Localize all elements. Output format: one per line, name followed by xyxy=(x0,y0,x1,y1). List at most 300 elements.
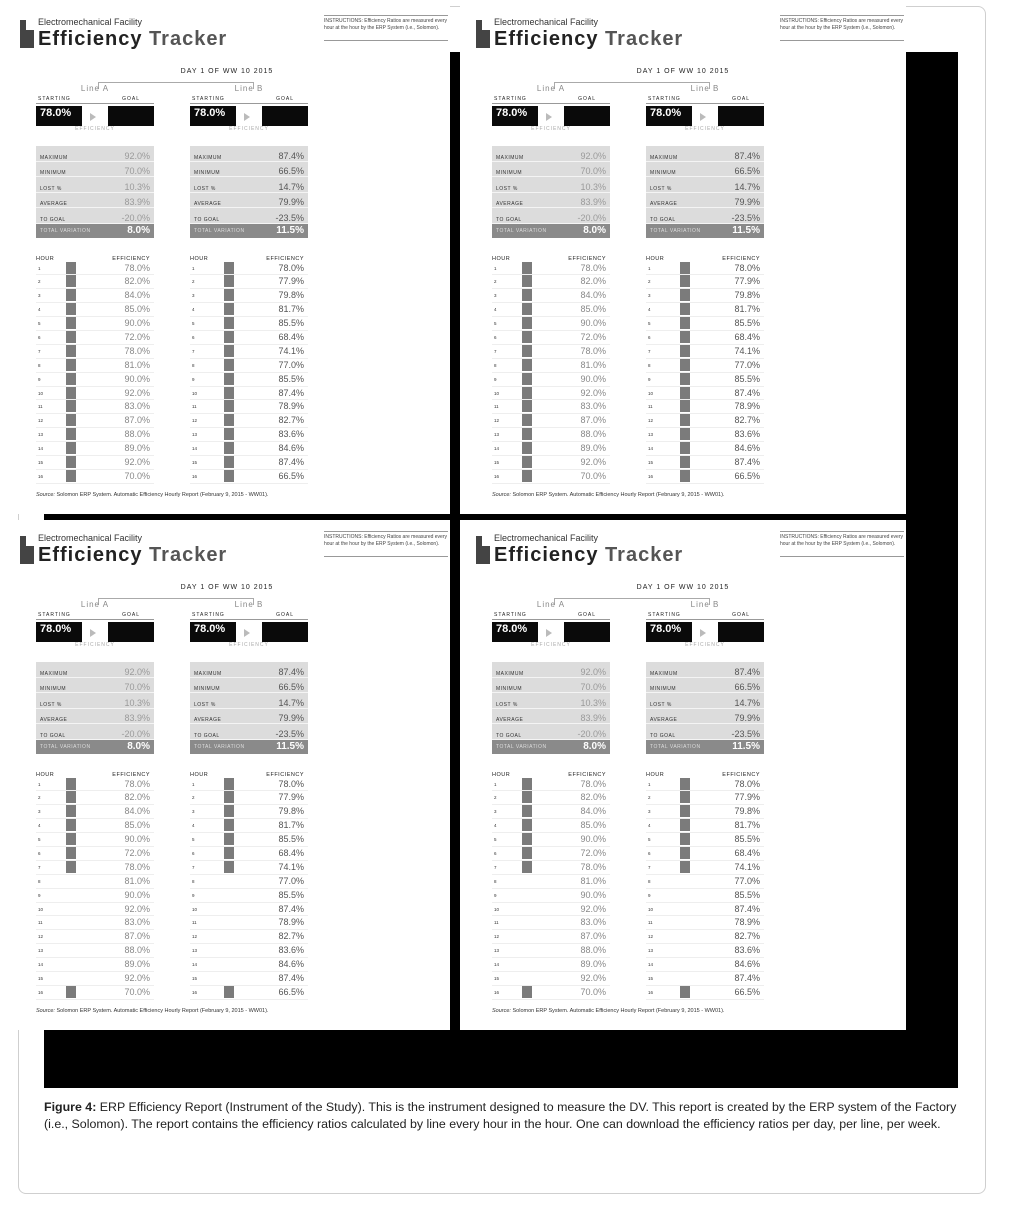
hour-bar xyxy=(522,359,532,371)
goal-value xyxy=(108,622,154,642)
hour-row xyxy=(36,986,154,1000)
tracker-logo-icon xyxy=(20,532,34,564)
line-label: Line A xyxy=(536,600,566,609)
efficiency-caption: EFFICIENCY xyxy=(531,642,571,648)
hourly-list xyxy=(190,778,308,1000)
starting-value: 78.0% xyxy=(190,106,236,126)
hourly-header: HOUR EFFICIENCY xyxy=(646,255,760,262)
hour-number: 3 xyxy=(648,809,651,815)
line-label: Line B xyxy=(234,84,264,93)
hour-row xyxy=(190,958,308,972)
hour-value: 85.0% xyxy=(124,304,150,315)
stat-label: TO GOAL xyxy=(650,732,676,739)
hour-value: 85.5% xyxy=(278,318,304,329)
stat-row xyxy=(492,146,610,162)
hour-value: 83.0% xyxy=(580,917,606,928)
hour-number: 9 xyxy=(648,376,651,382)
stat-row xyxy=(492,208,610,224)
hour-value: 87.4% xyxy=(734,387,760,398)
hour-value: 85.5% xyxy=(278,373,304,384)
hour-row xyxy=(190,414,308,428)
hour-value: 90.0% xyxy=(124,318,150,329)
hour-bar xyxy=(680,778,690,790)
hour-value: 87.0% xyxy=(124,931,150,942)
hour-number: 16 xyxy=(494,989,500,995)
hour-value: 78.9% xyxy=(278,917,304,928)
hour-row xyxy=(190,442,308,456)
goal-value xyxy=(718,106,764,126)
hour-number: 6 xyxy=(648,334,651,340)
hour-number: 11 xyxy=(494,920,499,926)
starting-value: 78.0% xyxy=(646,622,692,642)
hour-number: 13 xyxy=(648,432,654,438)
hour-number: 1 xyxy=(648,265,651,271)
starting-goal-header: STARTING GOAL xyxy=(646,96,764,104)
stat-row xyxy=(646,678,764,694)
day-label: DAY 1 OF WW 10 2015 xyxy=(180,68,274,75)
stat-row xyxy=(646,208,764,224)
hour-bar xyxy=(224,373,234,385)
stat-row xyxy=(36,208,154,224)
hour-number: 8 xyxy=(192,878,195,884)
hour-number: 6 xyxy=(192,850,195,856)
hour-bar xyxy=(66,442,76,454)
stat-label: LOST % xyxy=(40,185,62,192)
hour-number: 16 xyxy=(494,473,500,479)
total-variation-row xyxy=(36,224,154,238)
stat-value: 14.7% xyxy=(278,697,304,708)
hour-row xyxy=(190,972,308,986)
hour-bar xyxy=(680,833,690,845)
goal-value xyxy=(108,106,154,126)
hour-bar xyxy=(224,275,234,287)
hour-row xyxy=(492,359,610,373)
stat-value: 83.9% xyxy=(580,197,606,207)
hour-number: 13 xyxy=(648,948,654,954)
stats-table xyxy=(190,662,308,754)
hour-row xyxy=(492,414,610,428)
hour-bar xyxy=(522,778,532,790)
stat-row xyxy=(36,693,154,709)
hour-number: 9 xyxy=(494,376,497,382)
hour-number: 3 xyxy=(38,293,41,299)
hour-value: 88.0% xyxy=(580,429,606,440)
total-variation-label: TOTAL VARIATION xyxy=(650,227,701,234)
hour-bar xyxy=(66,373,76,385)
stat-row xyxy=(190,662,308,678)
hourly-list xyxy=(646,778,764,1000)
stat-value: -20.0% xyxy=(121,212,150,223)
total-variation-value: 8.0% xyxy=(583,741,606,752)
stat-label: MAXIMUM xyxy=(194,154,222,161)
hour-bar xyxy=(522,861,532,873)
hour-value: 77.9% xyxy=(278,792,304,803)
hour-number: 4 xyxy=(38,307,41,313)
line-label: Line B xyxy=(690,600,720,609)
hour-row xyxy=(190,359,308,373)
stat-row xyxy=(646,162,764,178)
hour-bar xyxy=(522,373,532,385)
hour-value: 88.0% xyxy=(580,945,606,956)
stat-label: TO GOAL xyxy=(194,216,220,223)
hour-bar xyxy=(680,791,690,803)
hour-row xyxy=(36,400,154,414)
hour-bar xyxy=(66,331,76,343)
hour-value: 77.9% xyxy=(734,792,760,803)
hour-row xyxy=(36,805,154,819)
stat-value: 14.7% xyxy=(734,697,760,708)
hour-row xyxy=(190,805,308,819)
starting-goal-header: STARTING GOAL xyxy=(492,96,610,104)
hour-value: 81.0% xyxy=(580,875,606,886)
hour-bar xyxy=(522,400,532,412)
hour-bar xyxy=(522,289,532,301)
hour-number: 4 xyxy=(648,307,651,313)
stat-value: 92.0% xyxy=(580,150,606,161)
hour-row xyxy=(36,456,154,470)
hour-bar xyxy=(522,456,532,468)
hour-number: 8 xyxy=(38,362,41,368)
hour-row xyxy=(492,428,610,442)
stat-label: AVERAGE xyxy=(194,201,222,207)
starting-goal-header: STARTING GOAL xyxy=(492,612,610,620)
hour-row xyxy=(492,303,610,317)
stat-value: 70.0% xyxy=(580,682,606,692)
hour-bar xyxy=(224,331,234,343)
hour-value: 83.6% xyxy=(734,945,760,956)
hour-row xyxy=(36,275,154,289)
hour-row xyxy=(492,972,610,986)
hour-value: 78.0% xyxy=(734,262,760,273)
hour-row xyxy=(36,791,154,805)
hour-row xyxy=(492,903,610,917)
hour-number: 16 xyxy=(192,473,198,479)
hour-value: 85.5% xyxy=(734,834,760,845)
hour-number: 14 xyxy=(648,962,654,968)
starting-goal-boxes xyxy=(492,622,610,646)
starting-goal-header: STARTING GOAL xyxy=(646,612,764,620)
hour-number: 13 xyxy=(192,948,198,954)
hour-number: 13 xyxy=(494,948,500,954)
hourly-list xyxy=(36,262,154,484)
hour-number: 14 xyxy=(648,446,654,452)
stat-label: AVERAGE xyxy=(496,717,524,723)
stat-row xyxy=(646,193,764,209)
hour-value: 85.0% xyxy=(124,820,150,831)
stat-row xyxy=(190,193,308,209)
hourly-header: HOUR EFFICIENCY xyxy=(492,255,606,262)
hour-value: 74.1% xyxy=(734,345,760,356)
hour-row xyxy=(646,470,764,484)
hour-number: 11 xyxy=(38,404,43,410)
hour-number: 5 xyxy=(192,837,195,843)
stat-value: -23.5% xyxy=(731,212,760,223)
stat-value: 70.0% xyxy=(124,682,150,692)
hourly-list xyxy=(492,778,610,1000)
stat-row xyxy=(646,662,764,678)
hour-number: 1 xyxy=(38,265,41,271)
hour-value: 87.0% xyxy=(580,931,606,942)
hour-row xyxy=(36,345,154,359)
hour-row xyxy=(646,903,764,917)
hour-number: 11 xyxy=(494,404,499,410)
hour-value: 92.0% xyxy=(124,972,150,983)
hour-value: 79.8% xyxy=(734,806,760,817)
hour-number: 4 xyxy=(192,307,195,313)
hourly-header: HOUR EFFICIENCY xyxy=(190,255,304,262)
hour-bar xyxy=(66,986,76,998)
hour-number: 3 xyxy=(648,293,651,299)
hour-bar xyxy=(522,847,532,859)
hour-number: 4 xyxy=(648,823,651,829)
hour-number: 12 xyxy=(494,934,500,940)
stats-table xyxy=(190,146,308,238)
hour-bar xyxy=(680,303,690,315)
hour-number: 11 xyxy=(192,920,197,926)
hour-row xyxy=(36,331,154,345)
line-b-column xyxy=(646,84,764,484)
hour-value: 85.5% xyxy=(278,834,304,845)
hour-row xyxy=(492,930,610,944)
starting-goal-header: STARTING GOAL xyxy=(36,612,154,620)
hour-value: 83.6% xyxy=(734,429,760,440)
hour-row xyxy=(646,387,764,401)
hour-bar xyxy=(522,262,532,274)
source-note: Source: Solomon ERP System. Automatic Efficiency Hourly Report (February 9, 2015 - WW01). xyxy=(36,1008,269,1014)
arrow-right-icon xyxy=(244,629,250,637)
day-label: DAY 1 OF WW 10 2015 xyxy=(636,68,730,75)
hour-number: 4 xyxy=(494,307,497,313)
hour-row xyxy=(646,331,764,345)
stat-value: 87.4% xyxy=(734,666,760,677)
hour-value: 81.7% xyxy=(278,304,304,315)
hour-row xyxy=(492,791,610,805)
hour-value: 81.7% xyxy=(734,820,760,831)
stat-row xyxy=(190,709,308,725)
hour-row xyxy=(190,373,308,387)
hour-value: 87.4% xyxy=(278,903,304,914)
hour-row xyxy=(190,847,308,861)
facility-name: Electromechanical Facility xyxy=(38,17,143,27)
hour-row xyxy=(190,262,308,276)
starting-value: 78.0% xyxy=(190,622,236,642)
hour-number: 12 xyxy=(38,934,44,940)
hour-number: 13 xyxy=(192,432,198,438)
hour-number: 14 xyxy=(38,446,44,452)
hour-number: 11 xyxy=(38,920,43,926)
hour-bar xyxy=(680,331,690,343)
hour-bar xyxy=(66,819,76,831)
hour-number: 8 xyxy=(494,878,497,884)
hour-row xyxy=(190,456,308,470)
hour-bar xyxy=(224,442,234,454)
hour-bar xyxy=(224,833,234,845)
hourly-list xyxy=(646,262,764,484)
hour-value: 78.0% xyxy=(278,262,304,273)
stat-label: LOST % xyxy=(40,701,62,708)
hour-value: 92.0% xyxy=(124,903,150,914)
hour-bar xyxy=(66,805,76,817)
stat-label: MINIMUM xyxy=(496,170,522,176)
hour-value: 78.0% xyxy=(580,861,606,872)
hour-value: 85.5% xyxy=(734,318,760,329)
hour-number: 10 xyxy=(494,390,500,396)
hour-number: 3 xyxy=(192,809,195,815)
hour-value: 78.0% xyxy=(124,778,150,789)
hour-bar xyxy=(224,791,234,803)
hour-row xyxy=(492,289,610,303)
hour-number: 7 xyxy=(648,348,651,354)
hour-bar xyxy=(66,861,76,873)
stat-row xyxy=(36,193,154,209)
stat-label: TO GOAL xyxy=(650,216,676,223)
hour-bar xyxy=(66,428,76,440)
hour-value: 77.0% xyxy=(278,875,304,886)
hour-bar xyxy=(66,359,76,371)
hour-value: 74.1% xyxy=(278,345,304,356)
stat-value: 79.9% xyxy=(278,197,304,207)
hour-value: 89.0% xyxy=(580,959,606,970)
hour-number: 3 xyxy=(38,809,41,815)
total-variation-value: 11.5% xyxy=(276,225,304,236)
hour-row xyxy=(36,889,154,903)
hour-number: 5 xyxy=(38,321,41,327)
hour-value: 68.4% xyxy=(278,331,304,342)
stat-value: 79.9% xyxy=(278,713,304,723)
hour-row xyxy=(36,930,154,944)
total-variation-value: 11.5% xyxy=(276,741,304,752)
hour-number: 11 xyxy=(648,404,653,410)
stat-label: AVERAGE xyxy=(40,201,68,207)
hour-bar xyxy=(680,442,690,454)
stat-row xyxy=(646,724,764,740)
hour-bar xyxy=(66,317,76,329)
stat-label: AVERAGE xyxy=(496,201,524,207)
hour-value: 68.4% xyxy=(734,847,760,858)
hour-bar xyxy=(66,400,76,412)
hour-value: 88.0% xyxy=(124,945,150,956)
stat-value: 66.5% xyxy=(734,166,760,176)
hour-value: 78.0% xyxy=(734,778,760,789)
hour-value: 77.9% xyxy=(734,276,760,287)
stat-label: TO GOAL xyxy=(194,732,220,739)
efficiency-caption: EFFICIENCY xyxy=(75,126,115,132)
hour-bar xyxy=(66,387,76,399)
stat-label: MAXIMUM xyxy=(496,154,524,161)
hour-value: 85.0% xyxy=(580,820,606,831)
hour-value: 70.0% xyxy=(580,986,606,997)
stat-row xyxy=(36,678,154,694)
hour-bar xyxy=(224,414,234,426)
hour-row xyxy=(190,986,308,1000)
hour-row xyxy=(646,442,764,456)
hour-bar xyxy=(66,470,76,482)
hour-row xyxy=(190,833,308,847)
stat-row xyxy=(492,193,610,209)
hour-row xyxy=(492,317,610,331)
hour-bar xyxy=(66,345,76,357)
hour-number: 2 xyxy=(494,279,497,285)
hour-number: 6 xyxy=(648,850,651,856)
hour-number: 1 xyxy=(648,781,651,787)
hour-row xyxy=(36,916,154,930)
line-b-column xyxy=(190,600,308,1000)
stat-label: MAXIMUM xyxy=(496,670,524,677)
stat-label: MINIMUM xyxy=(40,170,66,176)
hour-row xyxy=(492,861,610,875)
hour-value: 92.0% xyxy=(124,456,150,467)
hour-value: 84.6% xyxy=(278,443,304,454)
hourly-header: HOUR EFFICIENCY xyxy=(646,771,760,778)
facility-name: Electromechanical Facility xyxy=(494,533,599,543)
hour-row xyxy=(36,414,154,428)
hour-row xyxy=(190,470,308,484)
hour-number: 15 xyxy=(648,459,654,465)
efficiency-caption: EFFICIENCY xyxy=(685,642,725,648)
hour-row xyxy=(646,345,764,359)
hour-row xyxy=(492,833,610,847)
hour-value: 72.0% xyxy=(124,847,150,858)
stat-row xyxy=(492,693,610,709)
stat-row xyxy=(190,693,308,709)
hour-value: 87.4% xyxy=(734,456,760,467)
total-variation-label: TOTAL VARIATION xyxy=(194,743,245,750)
stat-row xyxy=(190,208,308,224)
stat-value: 66.5% xyxy=(278,682,304,692)
hour-value: 78.0% xyxy=(124,861,150,872)
hour-number: 7 xyxy=(494,348,497,354)
hour-number: 5 xyxy=(648,321,651,327)
hour-number: 7 xyxy=(648,864,651,870)
hour-value: 92.0% xyxy=(580,972,606,983)
hour-bar xyxy=(680,275,690,287)
hour-value: 66.5% xyxy=(734,470,760,481)
hour-number: 5 xyxy=(648,837,651,843)
hour-number: 8 xyxy=(38,878,41,884)
stat-row xyxy=(646,146,764,162)
hour-number: 8 xyxy=(494,362,497,368)
stat-value: 83.9% xyxy=(580,713,606,723)
stat-value: -23.5% xyxy=(731,728,760,739)
hour-value: 84.0% xyxy=(124,806,150,817)
source-note: Source: Solomon ERP System. Automatic Efficiency Hourly Report (February 9, 2015 - WW01). xyxy=(492,1008,725,1014)
hour-number: 15 xyxy=(494,975,500,981)
hour-row xyxy=(190,303,308,317)
hour-number: 2 xyxy=(648,279,651,285)
hour-row xyxy=(646,833,764,847)
hour-row xyxy=(646,456,764,470)
stat-row xyxy=(190,177,308,193)
hour-number: 12 xyxy=(494,418,500,424)
tracker-logo-icon xyxy=(476,16,490,48)
hour-row xyxy=(492,889,610,903)
hour-bar xyxy=(680,262,690,274)
instructions-note: INSTRUCTIONS: Efficiency Ratios are measured every hour at the hour by the ERP System (i.e., Solomon). xyxy=(780,534,904,547)
hour-value: 90.0% xyxy=(580,834,606,845)
stat-label: TO GOAL xyxy=(496,216,522,223)
hour-number: 15 xyxy=(38,975,44,981)
hour-number: 10 xyxy=(494,906,500,912)
line-a-column xyxy=(492,600,610,1000)
hour-value: 83.6% xyxy=(278,945,304,956)
hour-value: 89.0% xyxy=(580,443,606,454)
total-variation-value: 11.5% xyxy=(732,225,760,236)
hour-bar xyxy=(66,778,76,790)
hour-row xyxy=(646,916,764,930)
line-b-column xyxy=(190,84,308,484)
hour-value: 87.4% xyxy=(734,972,760,983)
hour-value: 89.0% xyxy=(124,959,150,970)
